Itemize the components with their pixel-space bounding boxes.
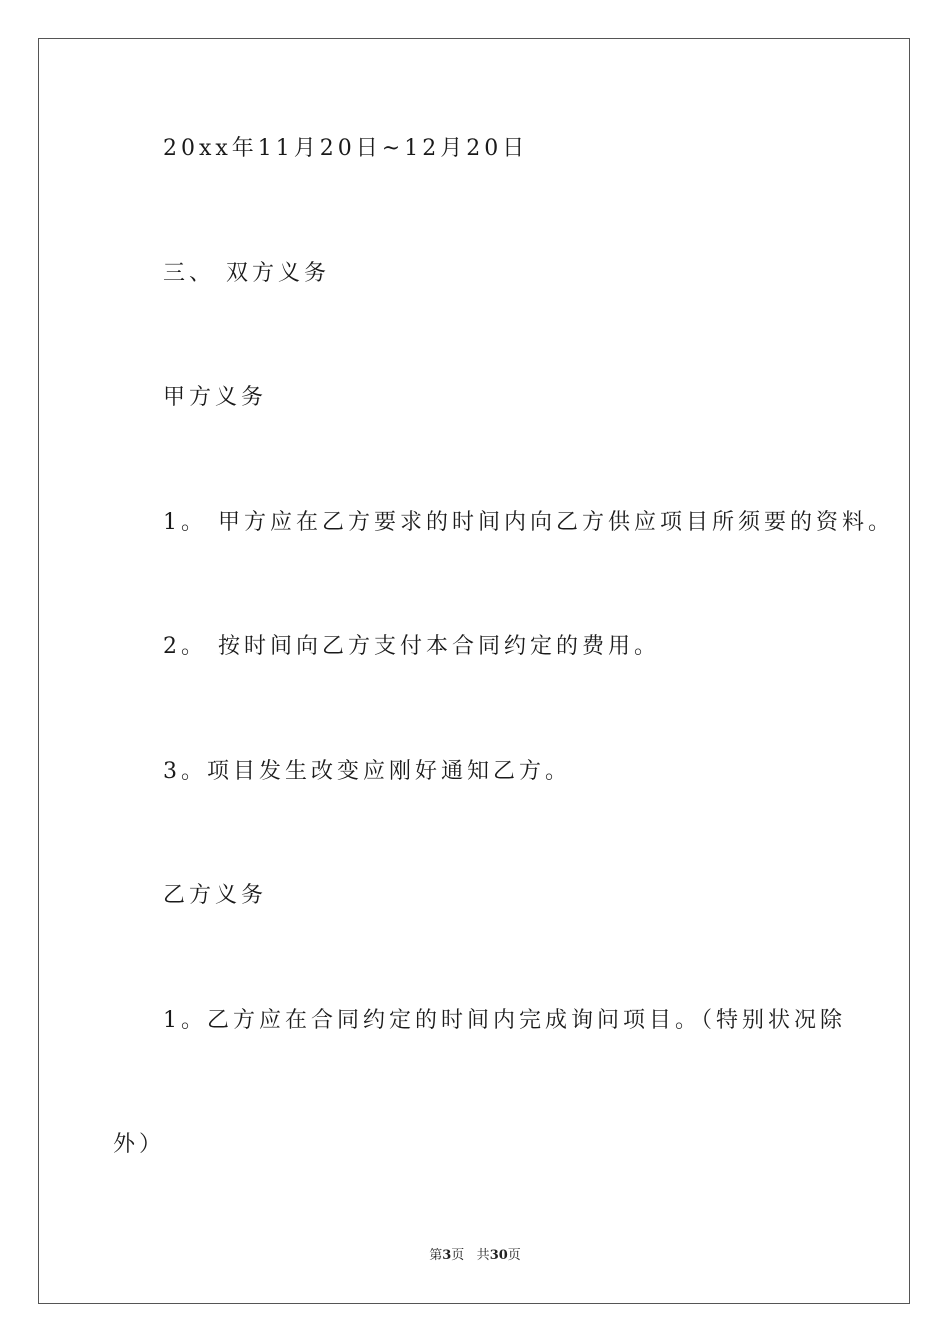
footer-page-suffix: 页 — [451, 1248, 465, 1263]
page-border — [38, 38, 910, 1304]
section-heading-obligations: 三、 双方义务 — [163, 261, 330, 286]
party-b-heading: 乙方义务 — [163, 883, 268, 908]
party-b-item-1-continued: 外） — [113, 1132, 166, 1157]
party-b-item-1: 1。乙方应在合同约定的时间内完成询问项目。（特别状况除 — [163, 1008, 846, 1033]
date-range-line: 20xx年11月20日~12月20日 — [163, 136, 529, 161]
page-footer — [0, 1246, 950, 1266]
footer-total-suffix: 页 — [507, 1248, 521, 1263]
footer-page-prefix: 第 — [429, 1248, 443, 1263]
party-a-item-2: 2。 按时间向乙方支付本合同约定的费用。 — [163, 634, 660, 659]
party-a-item-1: 1。 甲方应在乙方要求的时间内向乙方供应项目所须要的资料。 — [163, 510, 894, 535]
party-a-item-3: 3。项目发生改变应刚好通知乙方。 — [163, 759, 571, 784]
footer-total-pages: 30 — [489, 1248, 508, 1263]
footer-page-number: 3 — [442, 1248, 452, 1263]
footer-total-prefix: 共 — [476, 1248, 490, 1263]
party-a-heading: 甲方义务 — [163, 385, 268, 410]
